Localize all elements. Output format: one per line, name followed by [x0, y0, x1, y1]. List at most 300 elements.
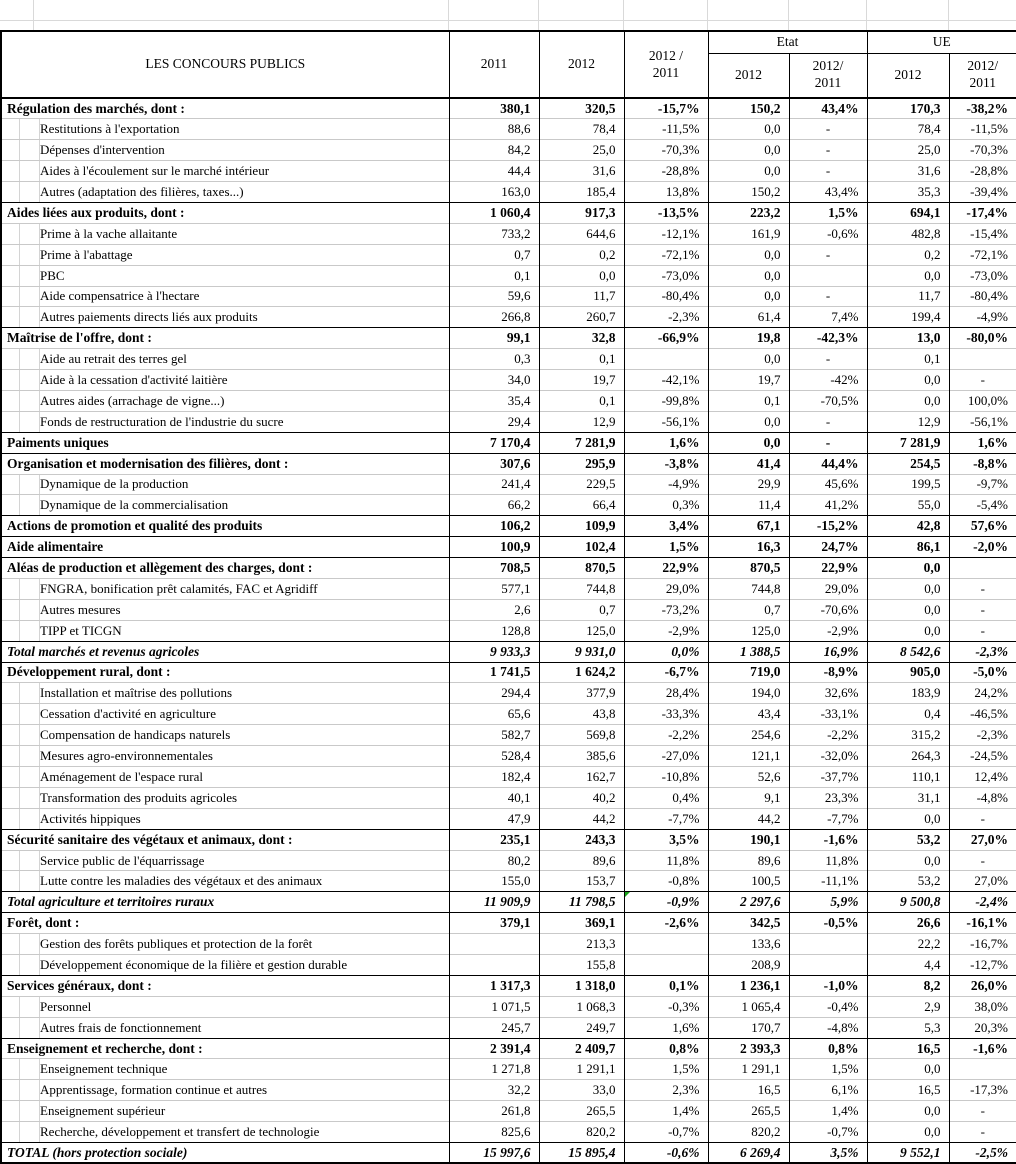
cell-ue-ratio[interactable]: -16,1%	[949, 913, 1016, 934]
row-label[interactable]: TIPP et TICGN	[1, 620, 449, 641]
cell-etat-2012[interactable]: 150,2	[708, 182, 789, 203]
cell-etat-2012[interactable]: 19,8	[708, 328, 789, 349]
cell-ratio-2012-2011[interactable]: 1,5%	[624, 1059, 708, 1080]
cell-etat-2012[interactable]: 719,0	[708, 662, 789, 683]
cell-2012[interactable]: 2 409,7	[539, 1038, 624, 1059]
cell-ue-ratio[interactable]: 1,6%	[949, 432, 1016, 453]
row-label[interactable]: Services généraux, dont :	[1, 975, 449, 996]
cell-etat-2012[interactable]: 0,0	[708, 140, 789, 161]
row-label[interactable]: FNGRA, bonification prêt calamités, FAC et Agridiff	[1, 578, 449, 599]
cell-ue-2012[interactable]: 9 552,1	[867, 1143, 949, 1164]
cell-ue-ratio[interactable]: 100,0%	[949, 390, 1016, 411]
cell-etat-2012[interactable]: 100,5	[708, 871, 789, 892]
row-label[interactable]: Actions de promotion et qualité des produits	[1, 516, 449, 537]
cell-2012[interactable]: 243,3	[539, 829, 624, 850]
cell-etat-ratio[interactable]: -2,9%	[789, 620, 867, 641]
cell-ue-2012[interactable]: 0,0	[867, 578, 949, 599]
row-label[interactable]: Enseignement technique	[1, 1059, 449, 1080]
cell-etat-ratio[interactable]: -7,7%	[789, 808, 867, 829]
cell-2011[interactable]: 66,2	[449, 495, 539, 516]
row-label[interactable]: Développement économique de la filière et gestion durable	[1, 955, 449, 976]
cell-2011[interactable]: 733,2	[449, 223, 539, 244]
cell-etat-2012[interactable]: 0,0	[708, 432, 789, 453]
cell-ratio-2012-2011[interactable]: -2,3%	[624, 307, 708, 328]
cell-etat-ratio[interactable]: 29,0%	[789, 578, 867, 599]
cell-ue-ratio[interactable]: -56,1%	[949, 411, 1016, 432]
cell-etat-ratio[interactable]: -1,6%	[789, 829, 867, 850]
row-label[interactable]: Restitutions à l'exportation	[1, 119, 449, 140]
cell-etat-ratio[interactable]: -0,7%	[789, 1122, 867, 1143]
cell-etat-ratio[interactable]: 41,2%	[789, 495, 867, 516]
cell-ue-ratio[interactable]: 24,2%	[949, 683, 1016, 704]
cell-etat-2012[interactable]: 1 065,4	[708, 996, 789, 1017]
cell-ratio-2012-2011[interactable]: 0,8%	[624, 1038, 708, 1059]
cell-ue-ratio[interactable]: -	[949, 620, 1016, 641]
cell-ratio-2012-2011[interactable]: -80,4%	[624, 286, 708, 307]
cell-etat-ratio[interactable]	[789, 265, 867, 286]
cell-2012[interactable]: 9 931,0	[539, 641, 624, 662]
cell-ue-2012[interactable]: 0,0	[867, 808, 949, 829]
cell-ue-2012[interactable]: 0,0	[867, 850, 949, 871]
cell-ue-ratio[interactable]: -	[949, 599, 1016, 620]
header-ue-2012[interactable]: 2012	[867, 53, 949, 98]
cell-ratio-2012-2011[interactable]: 11,8%	[624, 850, 708, 871]
cell-2011[interactable]: 44,4	[449, 161, 539, 182]
cell-ratio-2012-2011[interactable]: -0,3%	[624, 996, 708, 1017]
cell-etat-ratio[interactable]: -	[789, 119, 867, 140]
row-label[interactable]: Dépenses d'intervention	[1, 140, 449, 161]
cell-2012[interactable]: 0,0	[539, 265, 624, 286]
cell-ue-2012[interactable]: 199,5	[867, 474, 949, 495]
cell-2012[interactable]: 43,8	[539, 704, 624, 725]
cell-ratio-2012-2011[interactable]: -99,8%	[624, 390, 708, 411]
cell-ue-ratio[interactable]: -70,3%	[949, 140, 1016, 161]
cell-ue-2012[interactable]: 482,8	[867, 223, 949, 244]
cell-ratio-2012-2011[interactable]: -6,7%	[624, 662, 708, 683]
cell-2012[interactable]: 66,4	[539, 495, 624, 516]
cell-2011[interactable]: 235,1	[449, 829, 539, 850]
cell-etat-2012[interactable]: 265,5	[708, 1101, 789, 1122]
cell-2012[interactable]: 109,9	[539, 516, 624, 537]
cell-etat-ratio[interactable]: -11,1%	[789, 871, 867, 892]
cell-2012[interactable]: 295,9	[539, 453, 624, 474]
cell-etat-2012[interactable]: 0,7	[708, 599, 789, 620]
cell-ue-ratio[interactable]: 57,6%	[949, 516, 1016, 537]
cell-etat-2012[interactable]: 0,1	[708, 390, 789, 411]
cell-2011[interactable]: 1 317,3	[449, 975, 539, 996]
cell-2011[interactable]: 379,1	[449, 913, 539, 934]
cell-ue-2012[interactable]: 53,2	[867, 829, 949, 850]
cell-ue-2012[interactable]: 0,0	[867, 620, 949, 641]
cell-2011[interactable]: 0,3	[449, 349, 539, 370]
cell-etat-2012[interactable]: 161,9	[708, 223, 789, 244]
cell-2011[interactable]: 577,1	[449, 578, 539, 599]
cell-2011[interactable]: 1 271,8	[449, 1059, 539, 1080]
cell-ue-2012[interactable]: 12,9	[867, 411, 949, 432]
cell-2012[interactable]: 385,6	[539, 746, 624, 767]
cell-ue-2012[interactable]: 4,4	[867, 955, 949, 976]
cell-ratio-2012-2011[interactable]: 0,1%	[624, 975, 708, 996]
cell-ratio-2012-2011[interactable]: -2,2%	[624, 725, 708, 746]
cell-etat-ratio[interactable]: -2,2%	[789, 725, 867, 746]
cell-etat-2012[interactable]: 43,4	[708, 704, 789, 725]
cell-2011[interactable]	[449, 934, 539, 955]
cell-etat-ratio[interactable]: -37,7%	[789, 767, 867, 788]
row-label[interactable]: Autres (adaptation des filières, taxes...)	[1, 182, 449, 203]
cell-2011[interactable]: 2,6	[449, 599, 539, 620]
row-label[interactable]: Autres paiements directs liés aux produits	[1, 307, 449, 328]
cell-ratio-2012-2011[interactable]: 22,9%	[624, 558, 708, 579]
cell-ue-2012[interactable]: 13,0	[867, 328, 949, 349]
row-label[interactable]: Dynamique de la production	[1, 474, 449, 495]
cell-2012[interactable]: 0,2	[539, 244, 624, 265]
header-col-2011[interactable]: 2011	[449, 31, 539, 98]
cell-etat-ratio[interactable]: -4,8%	[789, 1017, 867, 1038]
cell-ratio-2012-2011[interactable]	[624, 349, 708, 370]
cell-ue-2012[interactable]: 8,2	[867, 975, 949, 996]
row-label[interactable]: Aide compensatrice à l'hectare	[1, 286, 449, 307]
cell-ue-2012[interactable]: 183,9	[867, 683, 949, 704]
cell-etat-2012[interactable]: 125,0	[708, 620, 789, 641]
cell-etat-2012[interactable]: 133,6	[708, 934, 789, 955]
cell-etat-ratio[interactable]: -42,3%	[789, 328, 867, 349]
cell-ratio-2012-2011[interactable]: 13,8%	[624, 182, 708, 203]
cell-2012[interactable]: 0,7	[539, 599, 624, 620]
cell-etat-ratio[interactable]: -	[789, 161, 867, 182]
cell-etat-2012[interactable]: 29,9	[708, 474, 789, 495]
cell-2012[interactable]: 1 291,1	[539, 1059, 624, 1080]
header-ue-ratio[interactable]	[949, 53, 1016, 98]
row-label[interactable]: Enseignement supérieur	[1, 1101, 449, 1122]
cell-2011[interactable]: 128,8	[449, 620, 539, 641]
row-label[interactable]: Organisation et modernisation des filières, dont :	[1, 453, 449, 474]
cell-ue-ratio[interactable]: -4,8%	[949, 787, 1016, 808]
cell-2011[interactable]: 266,8	[449, 307, 539, 328]
cell-ue-2012[interactable]: 254,5	[867, 453, 949, 474]
cell-2011[interactable]: 163,0	[449, 182, 539, 203]
cell-ue-ratio[interactable]: -80,0%	[949, 328, 1016, 349]
cell-ue-ratio[interactable]: -8,8%	[949, 453, 1016, 474]
cell-ratio-2012-2011[interactable]: 0,0%	[624, 641, 708, 662]
row-label[interactable]: Enseignement et recherche, dont :	[1, 1038, 449, 1059]
row-label[interactable]: Aide au retrait des terres gel	[1, 349, 449, 370]
cell-ratio-2012-2011[interactable]: 1,5%	[624, 537, 708, 558]
cell-2012[interactable]: 320,5	[539, 98, 624, 119]
cell-ue-ratio[interactable]: 27,0%	[949, 871, 1016, 892]
cell-ue-ratio[interactable]: -	[949, 1122, 1016, 1143]
cell-etat-2012[interactable]: 1 388,5	[708, 641, 789, 662]
cell-ratio-2012-2011[interactable]: 2,3%	[624, 1080, 708, 1101]
cell-etat-2012[interactable]: 342,5	[708, 913, 789, 934]
cell-2012[interactable]: 870,5	[539, 558, 624, 579]
row-label[interactable]: Service public de l'équarrissage	[1, 850, 449, 871]
cell-2011[interactable]: 7 170,4	[449, 432, 539, 453]
row-label[interactable]: Autres mesures	[1, 599, 449, 620]
cell-ratio-2012-2011[interactable]: 29,0%	[624, 578, 708, 599]
cell-ue-2012[interactable]: 55,0	[867, 495, 949, 516]
table-title[interactable]: LES CONCOURS PUBLICS	[1, 31, 449, 98]
cell-etat-ratio[interactable]: -	[789, 244, 867, 265]
row-label[interactable]: Autres frais de fonctionnement	[1, 1017, 449, 1038]
cell-2012[interactable]: 229,5	[539, 474, 624, 495]
cell-ue-2012[interactable]: 0,0	[867, 370, 949, 391]
cell-ue-ratio[interactable]: -28,8%	[949, 161, 1016, 182]
cell-2011[interactable]: 1 741,5	[449, 662, 539, 683]
row-label[interactable]: Total agriculture et territoires ruraux	[1, 892, 449, 913]
row-label[interactable]: Cessation d'activité en agriculture	[1, 704, 449, 725]
cell-ue-ratio[interactable]: -	[949, 578, 1016, 599]
cell-2012[interactable]: 917,3	[539, 202, 624, 223]
cell-etat-ratio[interactable]: 22,9%	[789, 558, 867, 579]
cell-etat-2012[interactable]: 744,8	[708, 578, 789, 599]
cell-ue-2012[interactable]: 694,1	[867, 202, 949, 223]
row-label[interactable]: Lutte contre les maladies des végétaux et des animaux	[1, 871, 449, 892]
cell-ratio-2012-2011[interactable]: 28,4%	[624, 683, 708, 704]
cell-2012[interactable]: 155,8	[539, 955, 624, 976]
cell-ue-2012[interactable]: 16,5	[867, 1080, 949, 1101]
cell-2012[interactable]: 125,0	[539, 620, 624, 641]
cell-2012[interactable]: 1 068,3	[539, 996, 624, 1017]
cell-ue-ratio[interactable]: -24,5%	[949, 746, 1016, 767]
cell-ue-ratio[interactable]: -17,4%	[949, 202, 1016, 223]
cell-2012[interactable]: 569,8	[539, 725, 624, 746]
cell-ue-ratio[interactable]	[949, 558, 1016, 579]
cell-etat-2012[interactable]: 0,0	[708, 119, 789, 140]
cell-2012[interactable]: 31,6	[539, 161, 624, 182]
cell-ue-ratio[interactable]: -46,5%	[949, 704, 1016, 725]
cell-2012[interactable]: 744,8	[539, 578, 624, 599]
cell-ratio-2012-2011[interactable]: -70,3%	[624, 140, 708, 161]
cell-2012[interactable]: 213,3	[539, 934, 624, 955]
cell-etat-2012[interactable]: 1 291,1	[708, 1059, 789, 1080]
cell-ue-2012[interactable]: 0,0	[867, 599, 949, 620]
cell-etat-ratio[interactable]: -0,4%	[789, 996, 867, 1017]
cell-ue-2012[interactable]: 2,9	[867, 996, 949, 1017]
cell-ue-ratio[interactable]	[949, 1059, 1016, 1080]
header-etat-ratio[interactable]	[789, 53, 867, 98]
cell-etat-2012[interactable]: 223,2	[708, 202, 789, 223]
cell-etat-2012[interactable]: 190,1	[708, 829, 789, 850]
cell-etat-2012[interactable]: 61,4	[708, 307, 789, 328]
cell-ratio-2012-2011[interactable]: -56,1%	[624, 411, 708, 432]
cell-etat-2012[interactable]: 254,6	[708, 725, 789, 746]
header-etat-2012[interactable]: 2012	[708, 53, 789, 98]
cell-2011[interactable]: 582,7	[449, 725, 539, 746]
cell-etat-ratio[interactable]: 16,9%	[789, 641, 867, 662]
cell-etat-ratio[interactable]: -	[789, 432, 867, 453]
cell-ue-2012[interactable]: 8 542,6	[867, 641, 949, 662]
cell-ue-2012[interactable]: 0,0	[867, 558, 949, 579]
cell-etat-ratio[interactable]: 7,4%	[789, 307, 867, 328]
cell-etat-2012[interactable]: 0,0	[708, 161, 789, 182]
cell-ue-2012[interactable]: 7 281,9	[867, 432, 949, 453]
row-label[interactable]: Prime à la vache allaitante	[1, 223, 449, 244]
cell-etat-ratio[interactable]: 1,4%	[789, 1101, 867, 1122]
cell-ratio-2012-2011[interactable]: -0,9%	[624, 892, 708, 913]
cell-2012[interactable]: 12,9	[539, 411, 624, 432]
cell-etat-ratio[interactable]: -	[789, 286, 867, 307]
cell-ue-ratio[interactable]: -80,4%	[949, 286, 1016, 307]
cell-2012[interactable]: 25,0	[539, 140, 624, 161]
cell-etat-2012[interactable]: 44,2	[708, 808, 789, 829]
cell-2012[interactable]: 32,8	[539, 328, 624, 349]
cell-etat-2012[interactable]: 194,0	[708, 683, 789, 704]
cell-ue-2012[interactable]: 11,7	[867, 286, 949, 307]
cell-2011[interactable]: 307,6	[449, 453, 539, 474]
cell-ue-ratio[interactable]: -15,4%	[949, 223, 1016, 244]
cell-etat-2012[interactable]: 0,0	[708, 244, 789, 265]
cell-2011[interactable]: 15 997,6	[449, 1143, 539, 1164]
cell-2011[interactable]: 182,4	[449, 767, 539, 788]
cell-ratio-2012-2011[interactable]: -2,6%	[624, 913, 708, 934]
cell-etat-ratio[interactable]: -32,0%	[789, 746, 867, 767]
cell-ratio-2012-2011[interactable]: 3,5%	[624, 829, 708, 850]
cell-ratio-2012-2011[interactable]: 0,4%	[624, 787, 708, 808]
cell-2012[interactable]: 33,0	[539, 1080, 624, 1101]
cell-ue-2012[interactable]: 42,8	[867, 516, 949, 537]
cell-ue-ratio[interactable]: -	[949, 370, 1016, 391]
row-label[interactable]: TOTAL (hors protection sociale)	[1, 1143, 449, 1164]
cell-ratio-2012-2011[interactable]: -42,1%	[624, 370, 708, 391]
cell-ratio-2012-2011[interactable]: -33,3%	[624, 704, 708, 725]
cell-etat-ratio[interactable]	[789, 955, 867, 976]
cell-ratio-2012-2011[interactable]: -2,9%	[624, 620, 708, 641]
cell-ratio-2012-2011[interactable]: -11,5%	[624, 119, 708, 140]
row-label[interactable]: Transformation des produits agricoles	[1, 787, 449, 808]
cell-2012[interactable]: 11,7	[539, 286, 624, 307]
cell-2012[interactable]: 89,6	[539, 850, 624, 871]
cell-etat-2012[interactable]: 0,0	[708, 286, 789, 307]
cell-2011[interactable]: 47,9	[449, 808, 539, 829]
cell-etat-2012[interactable]: 16,5	[708, 1080, 789, 1101]
cell-2012[interactable]: 19,7	[539, 370, 624, 391]
cell-ue-ratio[interactable]: -2,4%	[949, 892, 1016, 913]
cell-ue-ratio[interactable]: -	[949, 1101, 1016, 1122]
cell-2011[interactable]: 0,7	[449, 244, 539, 265]
cell-ue-2012[interactable]: 26,6	[867, 913, 949, 934]
row-label[interactable]: Maîtrise de l'offre, dont :	[1, 328, 449, 349]
cell-ratio-2012-2011[interactable]: -13,5%	[624, 202, 708, 223]
cell-ue-ratio[interactable]: 12,4%	[949, 767, 1016, 788]
cell-2012[interactable]: 0,1	[539, 390, 624, 411]
cell-etat-2012[interactable]: 0,0	[708, 411, 789, 432]
cell-2011[interactable]: 380,1	[449, 98, 539, 119]
cell-ue-ratio[interactable]: -5,4%	[949, 495, 1016, 516]
cell-2012[interactable]: 185,4	[539, 182, 624, 203]
cell-2011[interactable]: 35,4	[449, 390, 539, 411]
cell-etat-ratio[interactable]: -	[789, 140, 867, 161]
cell-ue-ratio[interactable]: -2,3%	[949, 641, 1016, 662]
cell-ue-2012[interactable]: 110,1	[867, 767, 949, 788]
cell-ratio-2012-2011[interactable]: -28,8%	[624, 161, 708, 182]
cell-ue-2012[interactable]: 86,1	[867, 537, 949, 558]
cell-etat-ratio[interactable]: 45,6%	[789, 474, 867, 495]
cell-2012[interactable]: 102,4	[539, 537, 624, 558]
row-label[interactable]: Paiments uniques	[1, 432, 449, 453]
cell-etat-ratio[interactable]: 43,4%	[789, 98, 867, 119]
cell-ratio-2012-2011[interactable]: -72,1%	[624, 244, 708, 265]
cell-ue-2012[interactable]: 0,0	[867, 1122, 949, 1143]
cell-ue-2012[interactable]: 53,2	[867, 871, 949, 892]
cell-ue-2012[interactable]: 264,3	[867, 746, 949, 767]
cell-etat-ratio[interactable]: -70,6%	[789, 599, 867, 620]
cell-etat-2012[interactable]: 52,6	[708, 767, 789, 788]
cell-ratio-2012-2011[interactable]: 1,6%	[624, 1017, 708, 1038]
cell-etat-2012[interactable]: 208,9	[708, 955, 789, 976]
cell-ue-ratio[interactable]	[949, 349, 1016, 370]
cell-ue-ratio[interactable]: -4,9%	[949, 307, 1016, 328]
cell-etat-ratio[interactable]: -70,5%	[789, 390, 867, 411]
cell-ue-ratio[interactable]: 38,0%	[949, 996, 1016, 1017]
cell-ue-2012[interactable]: 0,4	[867, 704, 949, 725]
cell-etat-ratio[interactable]: 0,8%	[789, 1038, 867, 1059]
row-label[interactable]: Activités hippiques	[1, 808, 449, 829]
cell-etat-ratio[interactable]: -0,5%	[789, 913, 867, 934]
cell-ratio-2012-2011[interactable]: -0,7%	[624, 1122, 708, 1143]
cell-etat-2012[interactable]: 19,7	[708, 370, 789, 391]
cell-2011[interactable]: 29,4	[449, 411, 539, 432]
cell-etat-ratio[interactable]: -	[789, 411, 867, 432]
cell-ue-2012[interactable]: 0,1	[867, 349, 949, 370]
cell-ue-ratio[interactable]: -38,2%	[949, 98, 1016, 119]
cell-2011[interactable]: 65,6	[449, 704, 539, 725]
cell-ue-ratio[interactable]: -5,0%	[949, 662, 1016, 683]
cell-ratio-2012-2011[interactable]: 1,6%	[624, 432, 708, 453]
cell-etat-ratio[interactable]: -42%	[789, 370, 867, 391]
cell-2012[interactable]: 369,1	[539, 913, 624, 934]
cell-ue-ratio[interactable]: -2,0%	[949, 537, 1016, 558]
cell-2012[interactable]: 153,7	[539, 871, 624, 892]
cell-2011[interactable]: 100,9	[449, 537, 539, 558]
row-label[interactable]: Autres aides (arrachage de vigne...)	[1, 390, 449, 411]
cell-ratio-2012-2011[interactable]: -10,8%	[624, 767, 708, 788]
cell-etat-ratio[interactable]: -8,9%	[789, 662, 867, 683]
cell-ue-ratio[interactable]: -72,1%	[949, 244, 1016, 265]
cell-ue-ratio[interactable]: 20,3%	[949, 1017, 1016, 1038]
row-label[interactable]: Gestion des forêts publiques et protection de la forêt	[1, 934, 449, 955]
row-label[interactable]: Aides liées aux produits, dont :	[1, 202, 449, 223]
cell-2011[interactable]: 245,7	[449, 1017, 539, 1038]
cell-2012[interactable]: 377,9	[539, 683, 624, 704]
cell-etat-ratio[interactable]: 32,6%	[789, 683, 867, 704]
header-col-ratio[interactable]	[624, 31, 708, 98]
cell-ue-ratio[interactable]: -	[949, 808, 1016, 829]
cell-2011[interactable]: 59,6	[449, 286, 539, 307]
cell-ratio-2012-2011[interactable]: -0,6%	[624, 1143, 708, 1164]
cell-ue-2012[interactable]: 0,2	[867, 244, 949, 265]
cell-2011[interactable]: 155,0	[449, 871, 539, 892]
cell-ue-2012[interactable]: 25,0	[867, 140, 949, 161]
cell-ue-ratio[interactable]: -	[949, 850, 1016, 871]
cell-etat-ratio[interactable]: -33,1%	[789, 704, 867, 725]
cell-2012[interactable]: 1 318,0	[539, 975, 624, 996]
cell-ue-ratio[interactable]: -16,7%	[949, 934, 1016, 955]
row-label[interactable]: Total marchés et revenus agricoles	[1, 641, 449, 662]
cell-2011[interactable]: 34,0	[449, 370, 539, 391]
row-label[interactable]: Recherche, développement et transfert de technologie	[1, 1122, 449, 1143]
row-label[interactable]: Aléas de production et allègement des charges, dont :	[1, 558, 449, 579]
cell-ratio-2012-2011[interactable]: -27,0%	[624, 746, 708, 767]
cell-ue-2012[interactable]: 35,3	[867, 182, 949, 203]
row-label[interactable]: Personnel	[1, 996, 449, 1017]
cell-2012[interactable]: 644,6	[539, 223, 624, 244]
row-label[interactable]: Fonds de restructuration de l'industrie du sucre	[1, 411, 449, 432]
cell-2012[interactable]: 249,7	[539, 1017, 624, 1038]
cell-etat-ratio[interactable]	[789, 934, 867, 955]
cell-ue-ratio[interactable]: -2,5%	[949, 1143, 1016, 1164]
cell-ue-2012[interactable]: 78,4	[867, 119, 949, 140]
row-label[interactable]: Compensation de handicaps naturels	[1, 725, 449, 746]
